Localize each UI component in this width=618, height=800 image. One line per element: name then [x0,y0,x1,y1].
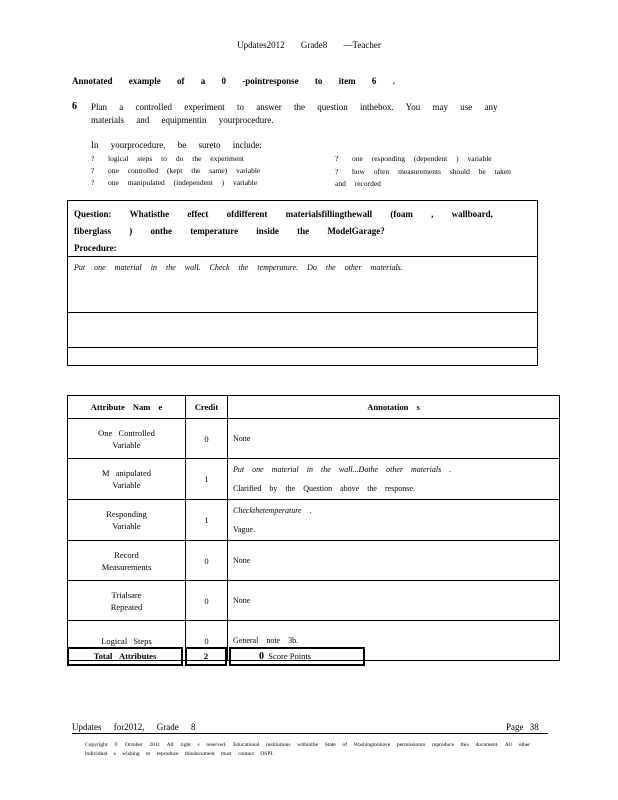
credit-cell: 1 [186,459,228,500]
answer-row [68,257,537,313]
footer-page-number: Page 38 [506,722,539,732]
annotation-cell: None [228,541,560,581]
scoring-table [67,395,560,661]
annotation-cell: Put one material in the wall...Dothe other materials . Clarified by the Question above the response. [228,459,560,500]
table-row [68,500,560,541]
bullet-right-2: ? how often measurements should be taken and recorded [335,167,511,188]
credit-cell: 0 [186,581,228,621]
credit-cell: 0 [186,541,228,581]
bullet-left-2: ? one controlled (kept the same) variable [91,166,261,175]
question-prompt: Plan a controlled experiment to answer the question inthebox. You may use any materials and equipmentin yourprocedure. [91,102,498,125]
annotation-cell: General note 3b. [228,621,560,661]
blank-row [68,313,537,348]
footer-divider [72,733,548,734]
annotation-cell: Checkthetemperature . Vague. [228,500,560,541]
page-header: Updates2012 Grade8 —Teacher [237,40,381,50]
bullet-left-3: ? one manipulated (independent ) variable [91,178,258,187]
attribute-cell: One Controlled Variable [68,419,186,459]
table-row [68,419,560,459]
procedure-intro: In yourprocedure, be sureto include: [91,140,262,150]
student-response-box [67,200,538,366]
annotation-cell: None [228,419,560,459]
credit-cell: 0 [186,621,228,661]
credit-cell: 0 [186,419,228,459]
question-number: 6 [72,101,77,112]
bullet-right-1: ? one responding (dependent ) variable [335,154,492,163]
table-row [68,459,560,500]
box-question: Question: Whatisthe effect ofdifferent materialsfillingthewall (foam , wallboard, fiberglass ) onthe temperature inside the ModelGarage? Procedure: [74,209,493,253]
annotation-cell: None [228,581,560,621]
header-credit: Credit [186,396,228,419]
header-annotation: Annotation s [228,396,560,419]
header-attribute: Attribute Nam e [68,396,186,419]
bullet-left-1: ? logical steps to do the experiment [91,154,245,163]
attribute-cell: Trialsare Repeated [68,581,186,621]
annotated-heading: Annotated example of a 0 -pointresponse to item 6 . [72,76,395,86]
question-row [68,201,537,257]
table-row [68,581,560,621]
total-credit: 2 [185,647,227,666]
attribute-cell: M anipulated Variable [68,459,186,500]
attribute-cell: Record Measurements [68,541,186,581]
procedure-label: Procedure: [74,243,117,253]
credit-cell: 1 [186,500,228,541]
score-points: 0 Score Points [229,647,365,666]
attribute-cell: Logical Steps [68,621,186,661]
table-header-row [68,396,560,419]
footer-left: Updates for2012, Grade 8 [72,722,196,732]
copyright-notice: Copyright © October 2011 All right s reserved. Educational institutions withinthe State of Washingtonhave permissionto reproduce this document. All other individual s wishing to reproduce thisdocument must contact OSPI. [85,742,530,757]
total-label: Total Attributes [67,647,183,666]
attribute-cell: Responding Variable [68,500,186,541]
student-answer: Put one material in the wall. Check the temperature. Do the other materials. [74,263,403,272]
table-row [68,541,560,581]
